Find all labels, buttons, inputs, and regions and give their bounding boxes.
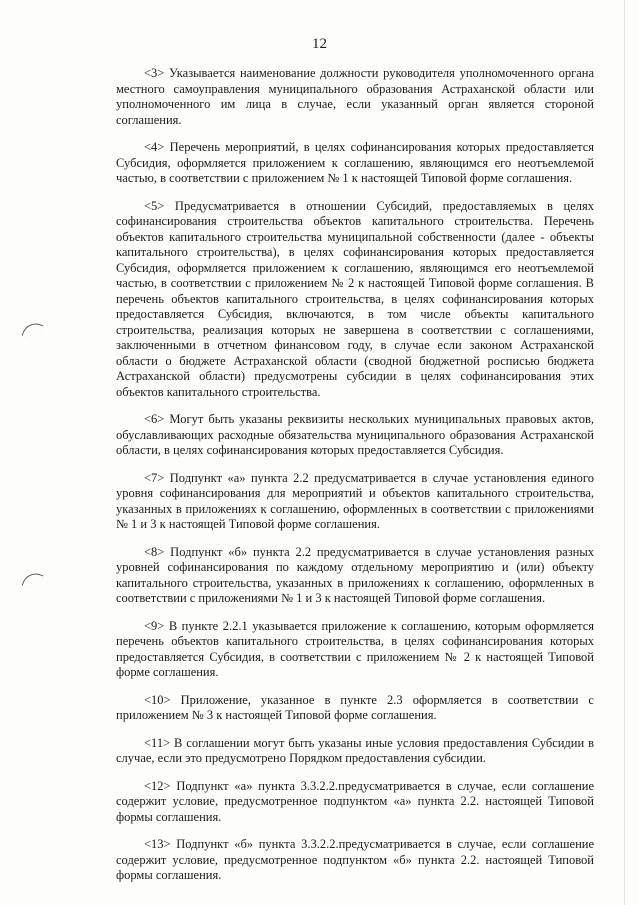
footnote-13: <13> Подпункт «б» пункта 3.3.2.2.предусматривается в случае, если соглашение содержит условие, предусмотренное подпунктом «б» пункта 2.2. настоящей Типовой формы соглашения. bbox=[116, 837, 594, 882]
footnote-4: <4> Перечень мероприятий, в целях софинансирования которых предоставляется Субсидия, оформляется приложением к соглашению, являющимся его неотъемлемой частью, в соответствии с приложением № 1 к настоящей Типовой форме соглашения. bbox=[116, 140, 594, 185]
footnotes-section bbox=[116, 66, 594, 896]
footnote-12: <12> Подпункт «а» пункта 3.3.2.2.предусматривается в случае, если соглашение содержит условие, предусмотренное подпунктом «а» пункта 2.2. настоящей Типовой формы соглашения. bbox=[116, 778, 594, 824]
footnote-3: <3> Указывается наименование должности руководителя уполномоченного органа местного самоуправления муниципального образования Астраханской области или уполномоченного им лица в случае, если указанный орган является стороной соглашения. bbox=[116, 66, 594, 127]
footnote-11: <11> В соглашении могут быть указаны иные условия предоставления Субсидии в случае, если это предусмотрено Порядком предоставления субсидии. bbox=[116, 735, 594, 765]
footnote-5: <5> Предусматривается в отношении Субсидий, предоставляемых в целях софинансирования строительства объектов капитального строительства. Перечень объектов капитального строительства муниципальной собственности (далее - объекты капитального строительства), в целях софинансирования которых предоставляется Субсидия, оформляется приложением к соглашению, являющимся его неотъемлемой частью, в соответствии с приложением № 2 к настоящей Типовой форме соглашения. В перечень объектов капитального строительства, в целях софинансирования которых предоставляется Субсидия, включаются, в том числе объекты капитального строительства, реализация которых не завершена в соответствии с соглашениями, заключенными в отчетном финансовом году, в случае если законом Астраханской области о бюджете Астраханской области (сводной бюджетной росписью бюджета Астраханской области) предусмотрены субсидии в целях софинансирования этих объектов капитального строительства. bbox=[116, 198, 594, 399]
page-edge-line bbox=[624, 0, 625, 905]
page-number: 12 bbox=[312, 36, 327, 52]
scan-mark bbox=[22, 570, 44, 592]
footnote-6: <6> Могут быть указаны реквизиты нескольких муниципальных правовых актов, обуславливающих расходные обязательства муниципального образования Астраханской области, в целях софинансирования которых предоставляется Субсидия. bbox=[116, 412, 594, 457]
footnote-7: <7> Подпункт «а» пункта 2.2 предусматривается в случае установления единого уровня софинансирования для мероприятий и объектов капитального строительства, указанных в приложениях к соглашению, оформленных в соответствии с приложениями № 1 и 3 к настоящей Типовой форме соглашения. bbox=[116, 470, 594, 531]
scan-mark bbox=[22, 320, 44, 342]
footnote-8: <8> Подпункт «б» пункта 2.2 предусматривается в случае установления разных уровней софинансирования по каждому отдельному мероприятию и (или) объекту капитального строительства, указанных в приложениях к соглашению, оформленных в соответствии с приложениями № 1 и 3 к настоящей Типовой форме соглашения. bbox=[116, 544, 594, 605]
footnote-10: <10> Приложение, указанное в пункте 2.3 оформляется в соответствии с приложением № 3 к настоящей Типовой форме соглашения. bbox=[116, 692, 594, 722]
footnote-9: <9> В пункте 2.2.1 указывается приложение к соглашению, которым оформляется перечень объектов капитального строительства, в целях софинансирования которых предоставляется Субсидия, в соответствии с приложением № 2 к настоящей Типовой форме соглашения. bbox=[116, 618, 594, 679]
